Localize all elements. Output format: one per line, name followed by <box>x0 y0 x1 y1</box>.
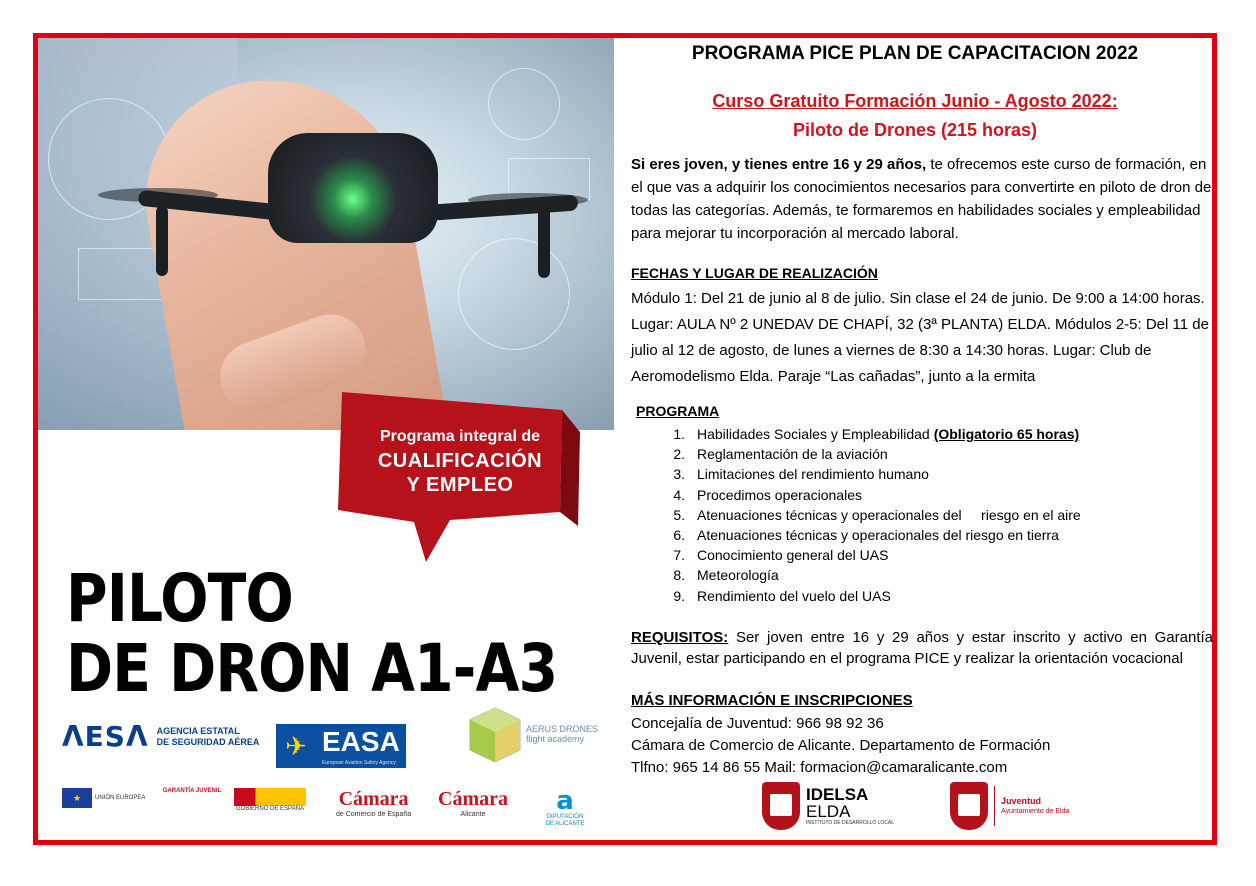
aesa-logo <box>62 720 259 753</box>
camara-espana-logo <box>336 788 411 818</box>
item-number: 3. <box>673 466 685 483</box>
main-title: PROGRAMA PICE PLAN DE CAPACITACION 2022 <box>691 43 1139 64</box>
requisitos-text: Ser joven entre 16 y 29 años y estar inscrito y activo en Garantía Juvenil, estar participando en el programa PICE y realizar la orientación vocacional <box>631 629 1213 667</box>
requisitos-label: REQUISITOS: <box>631 629 729 646</box>
list-item <box>648 505 1081 525</box>
programa-heading: PROGRAMA <box>636 403 720 419</box>
easa-word <box>316 724 406 768</box>
aerus-text-2: flight academy <box>526 734 585 744</box>
programa-list <box>648 424 1081 606</box>
intro-paragraph <box>631 153 1213 245</box>
garantia-juvenil-logo <box>162 788 222 795</box>
course-subtitle <box>620 91 1210 112</box>
hud-circle <box>458 238 570 350</box>
drone-leg <box>538 208 550 278</box>
idelsa-word-1: IDELSA <box>806 785 869 804</box>
aesa-text <box>157 726 260 747</box>
item-text: Conocimiento general del UAS <box>697 547 889 564</box>
item-number: 4. <box>673 486 685 503</box>
elda-shield-icon <box>950 782 988 830</box>
item-number: 9. <box>673 587 685 604</box>
aesa-text-2: DE SEGURIDAD AÉREA <box>156 736 260 747</box>
item-text: Limitaciones del rendimiento humano <box>697 466 929 483</box>
juventud-logo <box>950 782 1069 830</box>
juventud-sub: Ayuntamiento de Elda <box>1001 808 1070 816</box>
banner-line-1: Programa integral de <box>379 428 541 445</box>
item-text: Rendimiento del vuelo del UAS <box>697 587 891 604</box>
idelsa-text <box>800 786 894 826</box>
aerus-text-1: AERUS DRONES <box>526 724 599 735</box>
elda-shield-icon <box>762 782 800 830</box>
camara-espana-sub: de Comercio de España <box>336 811 412 818</box>
juventud-word: Juventud <box>1001 795 1042 806</box>
item-text: Meteorología <box>697 567 779 584</box>
drone-hand-photo <box>38 38 614 430</box>
item-number: 1. <box>673 426 685 442</box>
list-item <box>648 525 1081 545</box>
camara-alicante-word: Cámara <box>438 788 508 810</box>
banner-line-2: CUALIFICACIÓN <box>377 450 543 472</box>
info-heading: MÁS INFORMACIÓN E INSCRIPCIONES <box>631 692 913 709</box>
item-number: 2. <box>673 446 685 463</box>
list-item <box>648 464 1081 484</box>
intro-rest: te ofrecemos este curso de formación, en el que vas a adquirir los conocimientos necesarios para convertirte en piloto de dron de todas las categorías. Además, te formaremos en habilidades sociales y empleabilidad para mejorar tu incorporación al mercado laboral. <box>631 156 1212 242</box>
list-item <box>648 565 1081 585</box>
aesa-mark: ΛESΛ <box>62 720 149 753</box>
camara-espana-word: Cámara <box>338 788 409 810</box>
camara-alicante-logo <box>438 788 508 818</box>
easa-word-text: EASA <box>322 726 400 757</box>
info-line-camara: Cámara de Comercio de Alicante. Departamento de Formación <box>631 737 1051 754</box>
garantia-text: GARANTÍA JUVENIL <box>162 788 222 794</box>
aerus-drones-logo <box>466 706 598 764</box>
item-number: 6. <box>673 526 685 543</box>
item-text: Atenuaciones técnicas y operacionales del riesgo en tierra <box>697 526 1059 543</box>
info-block <box>631 713 1213 779</box>
drone-leg <box>156 206 168 276</box>
list-item <box>648 545 1081 565</box>
fechas-paragraph: Módulo 1: Del 21 de junio al 8 de julio. Sin clase el 24 de junio. De 9:00 a 14:00 horas. Lugar: AULA Nº 2 UNEDAV DE CHAPÍ, 32 (3ª PLANTA) ELDA. Módulos 2-5: Del 11 de julio al 12 de agosto, de lunes a viernes de 8:30 a 14:30 horas. Lugar: Club de Aeromodelismo Elda. Paraje “Las cañadas”, junto a la ermita <box>631 290 1209 385</box>
banner-line-3: Y EMPLEO <box>406 474 514 496</box>
big-title-line-1: PILOTO <box>66 560 293 637</box>
easa-logo <box>276 724 414 768</box>
gobierno-caption: GOBIERNO DE ESPAÑA <box>236 806 304 812</box>
item-text: Atenuaciones técnicas y operacionales del riesgo en el aire <box>697 506 1081 523</box>
diputacion-mark: a <box>556 786 574 816</box>
easa-bird-icon: ✈ <box>276 724 316 768</box>
course-subtitle-colon: : <box>1111 91 1118 111</box>
item-text: Reglamentación de la aviación <box>697 446 888 463</box>
fechas-heading: FECHAS Y LUGAR DE REALIZACIÓN <box>631 265 878 281</box>
list-item <box>648 444 1081 464</box>
info-line-contact: Tlfno: 965 14 86 55 Mail: formacion@camaralicante.com <box>631 759 1008 776</box>
course-subtitle-text: Curso Gratuito Formación Junio - Agosto 2022 <box>712 91 1112 111</box>
gobierno-espana-logo <box>234 788 306 813</box>
eu-flag-icon: ★ <box>62 788 92 808</box>
eu-logo <box>62 788 145 808</box>
big-title-line-2: DE DRON A1-A3 <box>66 630 558 707</box>
course-name: Piloto de Drones (215 horas) <box>792 120 1038 140</box>
list-item <box>648 485 1081 505</box>
item-text: Habilidades Sociales y Empleabilidad <box>697 426 930 442</box>
aesa-text-1: AGENCIA ESTATAL <box>156 726 240 737</box>
aerus-text <box>526 725 598 745</box>
sponsor-logos-row <box>62 788 602 832</box>
program-banner <box>330 392 590 532</box>
drone-body <box>268 133 438 243</box>
item-text: Procedimos operacionales <box>697 486 862 503</box>
info-line-phone: Concejalía de Juventud: 966 98 92 36 <box>631 715 884 732</box>
camara-alicante-sub: Alicante <box>460 811 486 818</box>
item-number: 7. <box>673 547 685 564</box>
spain-flag-icon <box>234 788 306 806</box>
aerus-cube-icon <box>466 706 524 764</box>
item-number: 8. <box>673 567 685 584</box>
idelsa-subtitle: INSTITUTO DE DESARROLLO LOCAL <box>806 820 894 826</box>
item-note: (Obligatorio 65 horas) <box>933 426 1080 442</box>
list-item <box>648 424 1081 444</box>
diputacion-caption: DIPUTACIÓN DE ALICANTE <box>545 814 585 827</box>
juventud-text <box>995 796 1069 817</box>
item-number: 5. <box>673 506 685 523</box>
easa-subtitle: European Aviation Safety Agency <box>322 760 396 766</box>
hud-circle <box>488 68 560 140</box>
requisitos-paragraph <box>631 627 1213 669</box>
diputacion-alicante-logo <box>542 788 588 827</box>
idelsa-logo <box>762 782 894 830</box>
intro-bold: Si eres joven, y tienes entre 16 y 29 años, <box>631 156 927 173</box>
eu-caption: UNIÓN EUROPEA <box>95 794 146 801</box>
idelsa-word-2: ELDA <box>806 802 851 821</box>
list-item <box>648 586 1081 606</box>
